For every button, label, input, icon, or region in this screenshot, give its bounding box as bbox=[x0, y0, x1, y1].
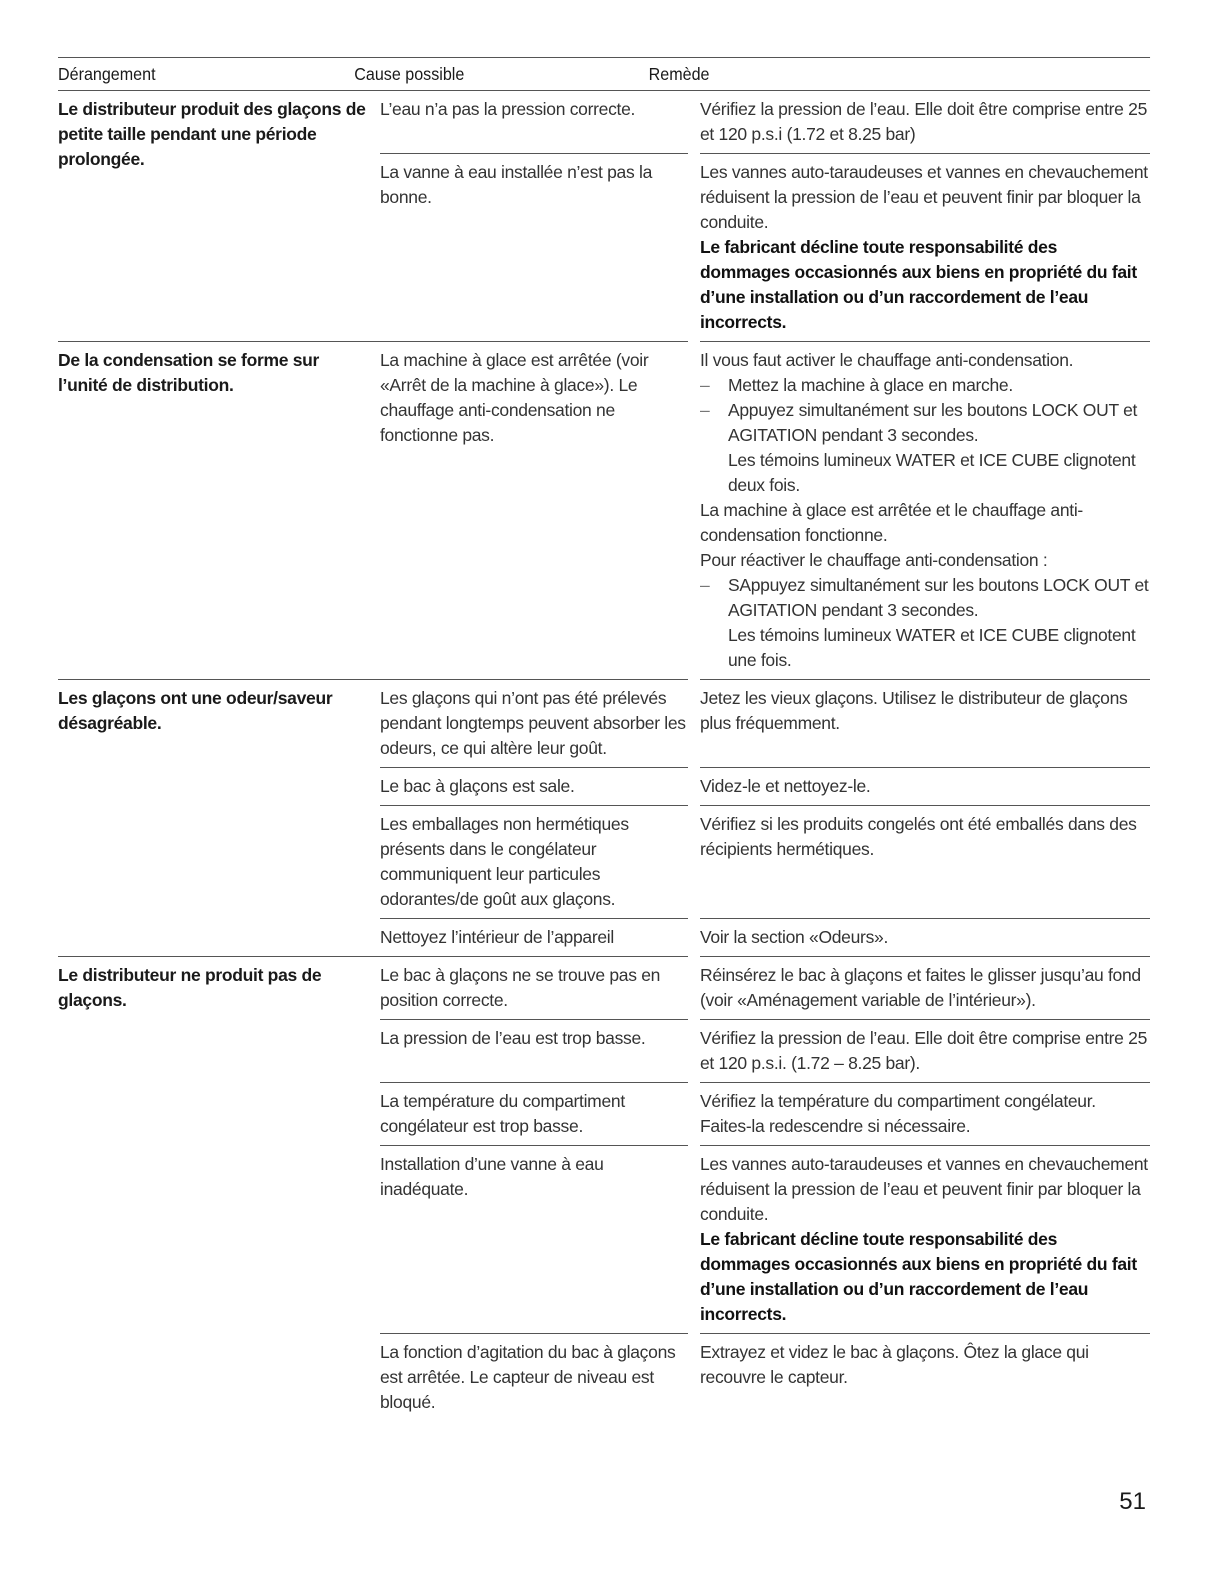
liability-notice: Le fabricant décline toute responsabilité des dommages occasionnés aux biens en propriété du fait d’une installation ou d’un raccordement de l’eau incorrects. bbox=[700, 237, 1137, 332]
remedy: Jetez les vieux glaçons. Utilisez le distributeur de glaçons plus fréquemment. bbox=[700, 679, 1150, 767]
table-row bbox=[380, 1333, 1150, 1421]
symptom: Les glaçons ont une odeur/saveur désagréable. bbox=[58, 679, 380, 956]
remedy-text: Les vannes auto-taraudeuses et vannes en chevauchement réduisent la pression de l’eau et peuvent finir par bloquer la conduite. bbox=[700, 162, 1148, 232]
symptom: Le distributeur ne produit pas de glaçons. bbox=[58, 956, 380, 1421]
remedy-note: Les témoins lumineux WATER et ICE CUBE clignotent une fois. bbox=[728, 625, 1136, 670]
liability-notice: Le fabricant décline toute responsabilité des dommages occasionnés aux biens en propriété du fait d’une installation ou d’un raccordement de l’eau incorrects. bbox=[700, 1229, 1137, 1324]
table-row bbox=[380, 1082, 1150, 1145]
remedy-step: – Mettez la machine à glace en marche. bbox=[700, 373, 1150, 398]
problem-group bbox=[58, 679, 1150, 956]
cause: L’eau n’a pas la pression correcte. bbox=[380, 99, 636, 119]
symptom: Le distributeur produit des glaçons de petite taille pendant une période prolongée. bbox=[58, 99, 366, 169]
remedy-step: – SAppuyez simultanément sur les boutons LOCK OUT et AGITATION pendant 3 secondes. bbox=[700, 573, 1150, 623]
remedy-line: Il vous faut activer le chauffage anti-condensation. bbox=[700, 350, 1074, 370]
cause: Les glaçons qui n’ont pas été prélevés pendant longtemps peuvent absorber les odeurs, ce qui altère leur goût. bbox=[380, 679, 688, 767]
cause: Les emballages non hermétiques présents dans le congélateur communiquent leur particules odorantes/de goût aux glaçons. bbox=[380, 805, 688, 918]
remedy: Vérifiez si les produits congelés ont été emballés dans des récipients hermétiques. bbox=[700, 805, 1150, 918]
table-row bbox=[380, 679, 1150, 767]
remedy: Réinsérez le bac à glaçons et faites le glisser jusqu’au fond (voir «Aménagement variable de l’intérieur»). bbox=[700, 956, 1150, 1019]
table-row bbox=[380, 956, 1150, 1019]
cause: La fonction d’agitation du bac à glaçons est arrêtée. Le capteur de niveau est bloqué. bbox=[380, 1333, 688, 1421]
table-row bbox=[380, 1019, 1150, 1082]
table-row bbox=[380, 341, 1150, 679]
remedy bbox=[700, 341, 1150, 679]
cause: Le bac à glaçons ne se trouve pas en position correcte. bbox=[380, 956, 688, 1019]
header-derangement: Dérangement bbox=[58, 64, 156, 84]
table-row bbox=[380, 1145, 1150, 1333]
cause: Le bac à glaçons est sale. bbox=[380, 767, 688, 805]
problem-group bbox=[58, 91, 1150, 341]
remedy: Vérifiez la pression de l’eau. Elle doit être comprise entre 25 et 120 p.s.i (1.72 et 8.25 bar) bbox=[700, 99, 1148, 144]
cause: Installation d’une vanne à eau inadéquate. bbox=[380, 1145, 688, 1333]
cause: La pression de l’eau est trop basse. bbox=[380, 1019, 688, 1082]
header-remede: Remède bbox=[648, 64, 710, 84]
problem-group bbox=[58, 956, 1150, 1421]
cause: La température du compartiment congélateur est trop basse. bbox=[380, 1082, 688, 1145]
cause: La machine à glace est arrêtée (voir «Arrêt de la machine à glace»). Le chauffage anti-condensation ne fonctionne pas. bbox=[380, 341, 688, 679]
table-header bbox=[58, 57, 1150, 91]
cause: Nettoyez l’intérieur de l’appareil bbox=[380, 918, 688, 956]
remedy: Vérifiez la température du compartiment congélateur. Faites-la redescendre si nécessaire. bbox=[700, 1082, 1150, 1145]
problem-group bbox=[58, 341, 1150, 679]
remedy-note: Les témoins lumineux WATER et ICE CUBE clignotent deux fois. bbox=[728, 450, 1136, 495]
cause: La vanne à eau installée n’est pas la bonne. bbox=[380, 153, 688, 341]
table-row bbox=[380, 767, 1150, 805]
remedy: Videz-le et nettoyez-le. bbox=[700, 767, 1150, 805]
table-row bbox=[380, 805, 1150, 918]
remedy: Voir la section «Odeurs». bbox=[700, 918, 1150, 956]
header-cause: Cause possible bbox=[354, 64, 465, 84]
remedy bbox=[700, 153, 1150, 341]
page-number: 51 bbox=[1119, 1488, 1146, 1515]
remedy-text: Les vannes auto-taraudeuses et vannes en chevauchement réduisent la pression de l’eau et peuvent finir par bloquer la conduite. bbox=[700, 1154, 1148, 1224]
table-row bbox=[380, 918, 1150, 956]
table-row bbox=[380, 91, 1150, 153]
remedy-step: – Appuyez simultanément sur les boutons LOCK OUT et AGITATION pendant 3 secondes. bbox=[700, 398, 1150, 448]
table-row bbox=[380, 153, 1150, 341]
troubleshooting-table bbox=[58, 57, 1150, 1421]
remedy bbox=[700, 1145, 1150, 1333]
remedy: Vérifiez la pression de l’eau. Elle doit être comprise entre 25 et 120 p.s.i. (1.72 – 8.25 bar). bbox=[700, 1019, 1150, 1082]
remedy-line: La machine à glace est arrêtée et le chauffage anti-condensation fonctionne. bbox=[700, 500, 1083, 545]
remedy: Extrayez et videz le bac à glaçons. Ôtez la glace qui recouvre le capteur. bbox=[700, 1333, 1150, 1421]
remedy-line: Pour réactiver le chauffage anti-condensation : bbox=[700, 550, 1048, 570]
symptom: De la condensation se forme sur l’unité de distribution. bbox=[58, 341, 380, 679]
